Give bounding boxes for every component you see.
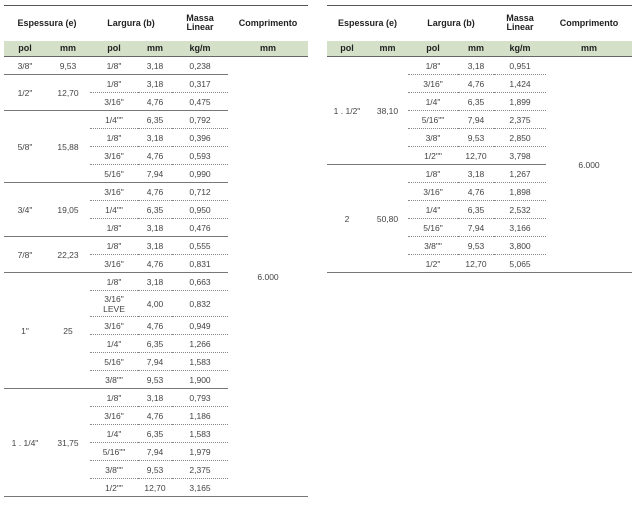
- width-mm: 6,35: [458, 201, 494, 219]
- width-pol-value: 1/4": [425, 204, 441, 215]
- width-pol-value: 3/16": [423, 78, 443, 89]
- width-pol: [90, 425, 138, 443]
- mass-kgm: 3,166: [494, 219, 546, 237]
- width-mm: 3,18: [458, 57, 494, 75]
- width-mm: 12,70: [138, 479, 172, 497]
- mass-kgm: 1,899: [494, 93, 546, 111]
- width-pol: [90, 255, 138, 273]
- width-mm: 3,18: [138, 237, 172, 255]
- width-mm: 3,18: [138, 57, 172, 75]
- mass-kgm: 0,950: [172, 201, 228, 219]
- width-pol-value: 1/4"": [105, 204, 123, 215]
- width-pol: [90, 201, 138, 219]
- mass-kgm: 0,663: [172, 273, 228, 291]
- width-pol-value: 1/8": [106, 132, 122, 143]
- width-pol-value: 3/16": [104, 320, 124, 331]
- mass-kgm: 0,555: [172, 237, 228, 255]
- width-pol-value: 5/16": [104, 168, 124, 179]
- mass-kgm: 1,424: [494, 75, 546, 93]
- mass-kgm: 1,267: [494, 165, 546, 183]
- width-mm: 7,94: [458, 111, 494, 129]
- width-mm: 4,76: [138, 317, 172, 335]
- width-mm: 4,76: [138, 255, 172, 273]
- width-mm: 4,76: [138, 407, 172, 425]
- width-pol: [90, 129, 138, 147]
- width-pol: [90, 479, 138, 497]
- width-pol-value: 1/8": [106, 60, 122, 71]
- mass-kgm: 0,238: [172, 57, 228, 75]
- mass-kgm: 1,186: [172, 407, 228, 425]
- width-pol-value: 1/2"": [424, 150, 442, 161]
- mass-kgm: 0,990: [172, 165, 228, 183]
- width-mm: 7,94: [138, 353, 172, 371]
- subheader-pol: pol: [4, 41, 46, 57]
- mass-kgm: 1,900: [172, 371, 228, 389]
- header-comprimento: Comprimento: [228, 6, 308, 41]
- header-largura: Largura (b): [90, 6, 172, 41]
- width-pol: [408, 129, 458, 147]
- mass-kgm: 2,375: [494, 111, 546, 129]
- mass-kgm: 0,396: [172, 129, 228, 147]
- width-pol: [90, 75, 138, 93]
- thickness-pol: 1 . 1/4": [4, 389, 46, 497]
- mass-kgm: 3,800: [494, 237, 546, 255]
- width-pol-value: 1/2"": [105, 482, 123, 493]
- width-pol-value: 1/4": [106, 338, 122, 349]
- width-pol-value: 1/8": [106, 240, 122, 251]
- width-pol: [90, 111, 138, 129]
- mass-kgm: 1,583: [172, 425, 228, 443]
- subheader-mm: mm: [458, 41, 494, 57]
- width-pol: [90, 407, 138, 425]
- subheader-mm: mm: [546, 41, 632, 57]
- thickness-mm: 12,70: [46, 75, 90, 111]
- width-pol: [90, 237, 138, 255]
- thickness-mm: 31,75: [46, 389, 90, 497]
- width-pol-value: 1/8": [106, 222, 122, 233]
- mass-kgm: 1,898: [494, 183, 546, 201]
- subheader-pol: pol: [90, 41, 138, 57]
- mass-kgm: 0,317: [172, 75, 228, 93]
- width-pol: [408, 255, 458, 273]
- width-mm: 9,53: [458, 129, 494, 147]
- mass-kgm: 0,951: [494, 57, 546, 75]
- thickness-mm: 25: [46, 273, 90, 389]
- width-pol-value: 1/2": [425, 258, 441, 269]
- mass-kgm: 0,593: [172, 147, 228, 165]
- table-row: [4, 57, 308, 75]
- header-largura: Largura (b): [408, 6, 494, 41]
- length-mm: 6.000: [546, 57, 632, 273]
- thickness-mm: 50,80: [367, 165, 408, 273]
- subheader-mm: mm: [228, 41, 308, 57]
- width-pol-value: 5/16": [104, 356, 124, 367]
- width-pol-value: 3/16": [423, 186, 443, 197]
- width-pol: [90, 461, 138, 479]
- subheader-pol: pol: [408, 41, 458, 57]
- mass-kgm: 2,375: [172, 461, 228, 479]
- width-pol-value: 1/8": [425, 60, 441, 71]
- header-espessura: Espessura (e): [4, 6, 90, 41]
- width-pol-value: 1/4": [106, 428, 122, 439]
- mass-kgm: 1,583: [172, 353, 228, 371]
- header-massa-linear: [494, 6, 546, 41]
- width-mm: 12,70: [458, 147, 494, 165]
- width-pol: [90, 353, 138, 371]
- width-mm: 4,76: [138, 147, 172, 165]
- mass-kgm: 0,793: [172, 389, 228, 407]
- width-pol-value: 1/8": [106, 276, 122, 287]
- width-pol-note: LEVE: [103, 303, 125, 314]
- width-mm: 3,18: [138, 389, 172, 407]
- width-mm: 4,76: [458, 75, 494, 93]
- width-pol: [408, 111, 458, 129]
- subheader-kgm: kg/m: [172, 41, 228, 57]
- width-pol-value: 3/16": [104, 258, 124, 269]
- width-pol-value: 1/8": [106, 78, 122, 89]
- width-pol: [90, 57, 138, 75]
- mass-kgm: 0,831: [172, 255, 228, 273]
- width-pol: [90, 219, 138, 237]
- mass-kgm: 0,792: [172, 111, 228, 129]
- header-massa-line2: Linear: [506, 22, 534, 33]
- thickness-pol: 1/2": [4, 75, 46, 111]
- thickness-pol: 2: [327, 165, 367, 273]
- width-pol: [408, 75, 458, 93]
- thickness-pol: 5/8": [4, 111, 46, 183]
- width-mm: 3,18: [138, 219, 172, 237]
- width-pol: [90, 273, 138, 291]
- mass-kgm: 1,266: [172, 335, 228, 353]
- mass-kgm: 0,475: [172, 93, 228, 111]
- width-pol: [90, 165, 138, 183]
- mass-kgm: 0,832: [172, 291, 228, 317]
- header-massa-linear: [172, 6, 228, 41]
- width-mm: 3,18: [458, 165, 494, 183]
- width-pol-value: 3/8"": [105, 464, 123, 475]
- subheader-pol: pol: [327, 41, 367, 57]
- mass-kgm: 3,165: [172, 479, 228, 497]
- mass-kgm: 1,979: [172, 443, 228, 461]
- width-pol: [90, 93, 138, 111]
- width-mm: 9,53: [138, 371, 172, 389]
- table-body-left: [4, 57, 308, 497]
- thickness-mm: 38,10: [367, 57, 408, 165]
- thickness-pol: 1": [4, 273, 46, 389]
- thickness-mm: 9,53: [46, 57, 90, 75]
- width-pol-value: 3/16": [104, 150, 124, 161]
- width-pol: [408, 219, 458, 237]
- mass-kgm: 3,798: [494, 147, 546, 165]
- width-pol-value: 1/4": [425, 96, 441, 107]
- thickness-mm: 15,88: [46, 111, 90, 183]
- width-pol: [90, 291, 138, 317]
- subheader-mm: mm: [46, 41, 90, 57]
- width-pol-value: 3/8"": [105, 374, 123, 385]
- width-mm: 7,94: [458, 219, 494, 237]
- mass-kgm: 2,532: [494, 201, 546, 219]
- width-pol: [408, 165, 458, 183]
- width-mm: 7,94: [138, 443, 172, 461]
- header-massa-line1: Massa: [186, 13, 214, 24]
- width-pol: [408, 183, 458, 201]
- width-pol: [408, 93, 458, 111]
- width-pol: [90, 183, 138, 201]
- width-pol: [90, 389, 138, 407]
- table-row: [327, 57, 632, 75]
- width-mm: 4,76: [138, 183, 172, 201]
- thickness-pol: 3/4": [4, 183, 46, 237]
- table-body-right: [327, 57, 632, 273]
- width-pol-value: 3/16": [104, 96, 124, 107]
- width-pol-value: 3/8"": [424, 240, 442, 251]
- mass-kgm: 5,065: [494, 255, 546, 273]
- width-pol: [90, 443, 138, 461]
- thickness-mm: 22,23: [46, 237, 90, 273]
- width-mm: 7,94: [138, 165, 172, 183]
- mass-kgm: 0,476: [172, 219, 228, 237]
- width-pol-value: 3/16": [104, 293, 124, 304]
- subheader-mm: mm: [138, 41, 172, 57]
- mass-kgm: 2,850: [494, 129, 546, 147]
- width-mm: 6,35: [138, 201, 172, 219]
- spec-table-left: [4, 5, 308, 497]
- width-pol: [90, 147, 138, 165]
- width-pol: [408, 57, 458, 75]
- width-mm: 9,53: [458, 237, 494, 255]
- thickness-pol: 1 . 1/2": [327, 57, 367, 165]
- width-pol: [408, 237, 458, 255]
- header-comprimento: Comprimento: [546, 6, 632, 41]
- width-pol-value: 5/16"": [102, 446, 126, 457]
- width-pol-value: 3/8": [425, 132, 441, 143]
- header-espessura: Espessura (e): [327, 6, 408, 41]
- header-massa-line1: Massa: [506, 13, 534, 24]
- width-mm: 4,76: [458, 183, 494, 201]
- width-pol: [408, 201, 458, 219]
- length-mm: 6.000: [228, 57, 308, 497]
- width-pol: [90, 335, 138, 353]
- header-massa-line2: Linear: [186, 22, 214, 33]
- width-mm: 9,53: [138, 461, 172, 479]
- subheader-mm: mm: [367, 41, 408, 57]
- mass-kgm: 0,949: [172, 317, 228, 335]
- spec-table-right: [327, 5, 632, 273]
- width-mm: 3,18: [138, 129, 172, 147]
- width-mm: 6,35: [138, 425, 172, 443]
- width-pol-value: 1/4"": [105, 114, 123, 125]
- width-pol-value: 1/8": [425, 168, 441, 179]
- width-mm: 4,76: [138, 93, 172, 111]
- width-mm: 3,18: [138, 75, 172, 93]
- width-mm: 3,18: [138, 273, 172, 291]
- width-mm: 12,70: [458, 255, 494, 273]
- width-pol: [408, 147, 458, 165]
- width-pol-value: 5/16"": [421, 114, 445, 125]
- width-pol: [90, 371, 138, 389]
- thickness-pol: 3/8": [4, 57, 46, 75]
- thickness-pol: 7/8": [4, 237, 46, 273]
- width-pol: [90, 317, 138, 335]
- width-pol-value: 1/8": [106, 392, 122, 403]
- width-mm: 6,35: [458, 93, 494, 111]
- subheader-kgm: kg/m: [494, 41, 546, 57]
- width-mm: 4,00: [138, 291, 172, 317]
- width-pol-value: 3/16": [104, 410, 124, 421]
- width-pol-value: 5/16": [423, 222, 443, 233]
- width-mm: 6,35: [138, 335, 172, 353]
- width-mm: 6,35: [138, 111, 172, 129]
- thickness-mm: 19,05: [46, 183, 90, 237]
- width-pol-value: 3/16": [104, 186, 124, 197]
- mass-kgm: 0,712: [172, 183, 228, 201]
